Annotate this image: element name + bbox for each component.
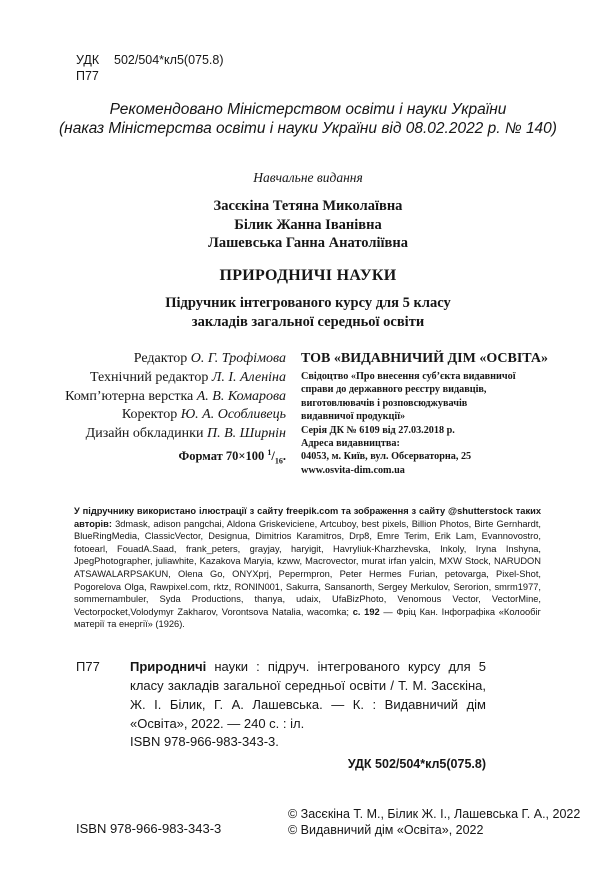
staff-role: Редактор <box>133 351 188 366</box>
book-subtitle <box>0 294 616 332</box>
catalog-isbn: ISBN 978-966-983-343-3. <box>130 734 279 749</box>
author-2: Білик Жанна Іванівна <box>234 216 382 233</box>
author-mark: П77 <box>76 69 99 83</box>
format-label: Формат 70×100 <box>178 449 265 464</box>
udk-block <box>76 52 224 84</box>
udk-code: 502/504*кл5(075.8) <box>114 53 224 67</box>
staff-row <box>65 350 286 369</box>
certificate-series: Серія ДК № 6109 від 27.03.2018 р. <box>301 424 455 436</box>
certificate-line: виготовлювачів і розповсюджувачів <box>301 397 468 409</box>
staff-role: Дизайн обкладинки <box>85 426 204 442</box>
staff-name: А. В. Комарова <box>196 388 286 404</box>
subtitle-line-2: закладів загальної середньої освіти <box>191 314 425 330</box>
staff-role: Комп’ютерна верстка <box>65 388 194 404</box>
address-label: Адреса видавництва: <box>301 438 400 450</box>
staff-name: Л. І. Аленіна <box>211 369 286 385</box>
format-denominator: 16 <box>274 456 283 466</box>
staff-row <box>65 406 286 425</box>
certificate-line: видавничої продукції» <box>301 411 406 423</box>
author-1: Засєкіна Тетяна Миколаївна <box>213 198 403 214</box>
certificate-line: справи до державного реєстру видавців, <box>301 384 487 396</box>
illustration-credits <box>74 505 541 631</box>
publisher-block <box>301 351 591 477</box>
catalog-description <box>130 657 486 733</box>
bottom-isbn: ISBN 978-966-983-343-3 <box>76 821 222 836</box>
catalog-code: П77 <box>76 659 100 674</box>
certificate-line: Свідоцтво «Про внесення суб’єкта видавничої <box>301 371 516 382</box>
author-3: Лашевська Ганна Анатоліївна <box>208 235 408 251</box>
publisher-website: www.osvita-dim.com.ua <box>301 464 405 476</box>
recommendation-line-2: (наказ Міністерства освіти і науки України від 08.02.2022 р. № 140) <box>59 120 557 137</box>
staff-row <box>65 425 286 444</box>
catalog-text: науки : підруч. інтегрованого курсу для 5 класу закладів загальної середньої освіти / Т. М. Засєкіна, Ж. І. Білик, Г. А. Лашевська. — К. : Видавничий дім «Освіта», 2022. — 240 с. : іл. <box>130 659 486 731</box>
recommendation-line-1: Рекомендовано Міністерством освіти і науки України <box>109 101 507 118</box>
staff-role: Технічний редактор <box>89 369 209 385</box>
illustration-page-text: — Фріц Кан. Інфографіка «Колообіг матерії та енергії» (1926). <box>74 606 541 630</box>
catalog-title: Природничі <box>130 659 207 674</box>
illustration-authors: 3dmask, adison pangchai, Aldona Griskeviciene, Artcuboy, best pixels, Billion Photos, Birte Gernhardt, BlueRingMedia, ClassicVector, Designua, Dimitrios Karamitros, Drp8, Emre Terim, Erik Lam, Evannovostro, fotoearl, FouadA.Saad, frank_peters, grayjay, haryigit, Havryliuk-Kharzhevska, Inkoly, Iryna Inshyna, JpegPhotographer, juliawhite, Kazakova Maryia, kzww, Macrovector, murat irfan yalcin, MXW Stock, NARUDON ATSAWALARPSAKUN, Olena Go, ONYXprj, Pepermpron, Peter Hermes Furian, petovarga, Pixel-Shot, Pogorelova Olga, Rawpixel.com, rktz, RONIN001, Sakurra, Sansanorth, Sergey Merkulov, Serorion, smrm1977, sommernambuler, Syda Productions, thanya, udaix, UfaBizPhoto, Venomous Vector, VectorMine, Vectorpocket,Volodymyr Zakharov, Vorontsova Natalia, wacomka; <box>74 518 541 617</box>
staff-name: П. В. Ширнін <box>206 426 286 442</box>
staff-role: Коректор <box>121 407 178 423</box>
format-info: Формат 70×100 $^1/_{16}$. <box>178 448 286 466</box>
copyright-line-1: © Засєкіна Т. М., Білик Ж. І., Лашевська Г. А., 2022 <box>288 807 581 821</box>
udk-row <box>76 52 224 68</box>
authors <box>0 197 616 253</box>
staff-name: О. Г. Трофімова <box>190 351 286 366</box>
format-numerator: 1 <box>267 448 272 457</box>
publisher-name: ТОВ «ВИДАВНИЧИЙ ДІМ «ОСВІТА» <box>301 351 549 366</box>
illustration-page-ref: с. 192 <box>352 606 380 617</box>
catalog-udk: УДК 502/504*кл5(075.8) <box>347 757 486 771</box>
book-title: ПРИРОДНИЧІ НАУКИ <box>219 267 397 284</box>
copyright-line-2: © Видавничий дім «Освіта», 2022 <box>288 823 484 837</box>
subtitle-line-1: Підручник інтегрованого курсу для 5 класу <box>165 295 451 311</box>
copyright <box>288 806 580 838</box>
illustration-intro: У підручнику використано ілюстрації з сайту freepik.com та зображення з сайту @shutterstock таких авторів: <box>74 506 541 529</box>
publisher-details <box>301 370 591 477</box>
staff-credits <box>65 350 286 444</box>
staff-row <box>65 369 286 388</box>
edition-type: Навчальне видання <box>253 170 363 185</box>
recommendation <box>0 100 616 138</box>
udk-label: УДК <box>76 53 100 67</box>
staff-row <box>65 388 286 407</box>
publisher-address: 04053, м. Київ, вул. Обсерваторна, 25 <box>301 451 472 463</box>
staff-name: Ю. А. Особливець <box>180 407 286 423</box>
